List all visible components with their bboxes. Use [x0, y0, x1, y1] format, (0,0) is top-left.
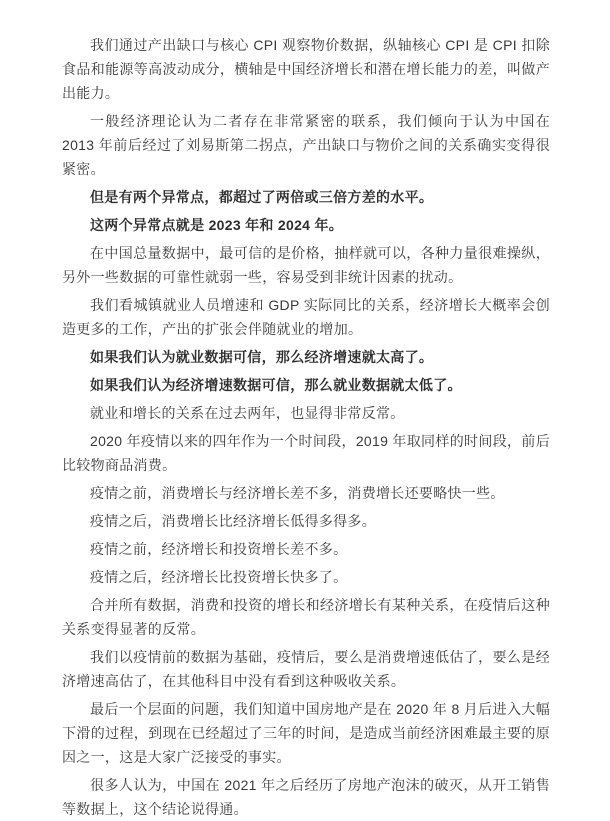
paragraph: 最后一个层面的问题，我们知道中国房地产是在 2020 年 8 月后进入大幅下滑的过程，到现在已经超过了三年的时间，是造成当前经济困难最主要的原因之一，这是大家广泛接受的事实。: [62, 701, 550, 765]
paragraph: 就业和增长的关系在过去两年，也显得非常反常。: [90, 405, 405, 421]
paragraph: 一般经济理论认为二者存在非常紧密的联系，我们倾向于认为中国在 2013 年前后经过了刘易斯第二拐点，产出缺口与物价之间的关系确实变得很紧密。: [62, 113, 550, 177]
paragraph: 很多人认为，中国在 2021 年之后经历了房地产泡沫的破灭，从开工销售等数据上，这个结论说得通。: [62, 777, 550, 817]
paragraph: 疫情之后，经济增长比投资增长快多了。: [90, 569, 348, 585]
paragraph: 我们看城镇就业人员增速和 GDP 实际同比的关系，经济增长大概率会创造更多的工作，产出的扩张会伴随就业的增加。: [62, 297, 550, 337]
paragraph: 疫情之前，经济增长和投资增长差不多。: [90, 541, 348, 557]
paragraph: 如果我们认为就业数据可信，那么经济增速就太高了。: [90, 349, 434, 365]
paragraph: 如果我们认为经济增速数据可信，那么就业数据就太低了。: [90, 377, 462, 393]
paragraph: 在中国总量数据中，最可信的是价格，抽样就可以，各种力量很难操纵，另外一些数据的可靠性就弱一些，容易受到非统计因素的扰动。: [62, 245, 550, 285]
paragraph: 合并所有数据，消费和投资的增长和经济增长有某种关系，在疫情后这种关系变得显著的反常。: [62, 597, 550, 637]
paragraph: 疫情之前，消费增长与经济增长差不多，消费增长还要略快一些。: [90, 485, 505, 501]
paragraph: 这两个异常点就是 2023 年和 2024 年。: [90, 217, 344, 233]
paragraph: 2020 年疫情以来的四年作为一个时间段，2019 年取同样的时间段，前后比较物商品消费。: [62, 433, 550, 473]
document-content: [62, 33, 550, 821]
paragraph: 但是有两个异常点，都超过了两倍或三倍方差的水平。: [90, 189, 434, 205]
paragraph: 我们通过产出缺口与核心 CPI 观察物价数据，纵轴核心 CPI 是 CPI 扣除食品和能源等高波动成分，横轴是中国经济增长和潜在增长能力的差，叫做产出能力。: [62, 37, 550, 101]
paragraph: 我们以疫情前的数据为基础，疫情后，要么是消费增速低估了，要么是经济增速高估了，在其他科目中没有看到这种吸收关系。: [62, 649, 550, 689]
paragraph: 疫情之后，消费增长比经济增长低得多得多。: [90, 513, 376, 529]
